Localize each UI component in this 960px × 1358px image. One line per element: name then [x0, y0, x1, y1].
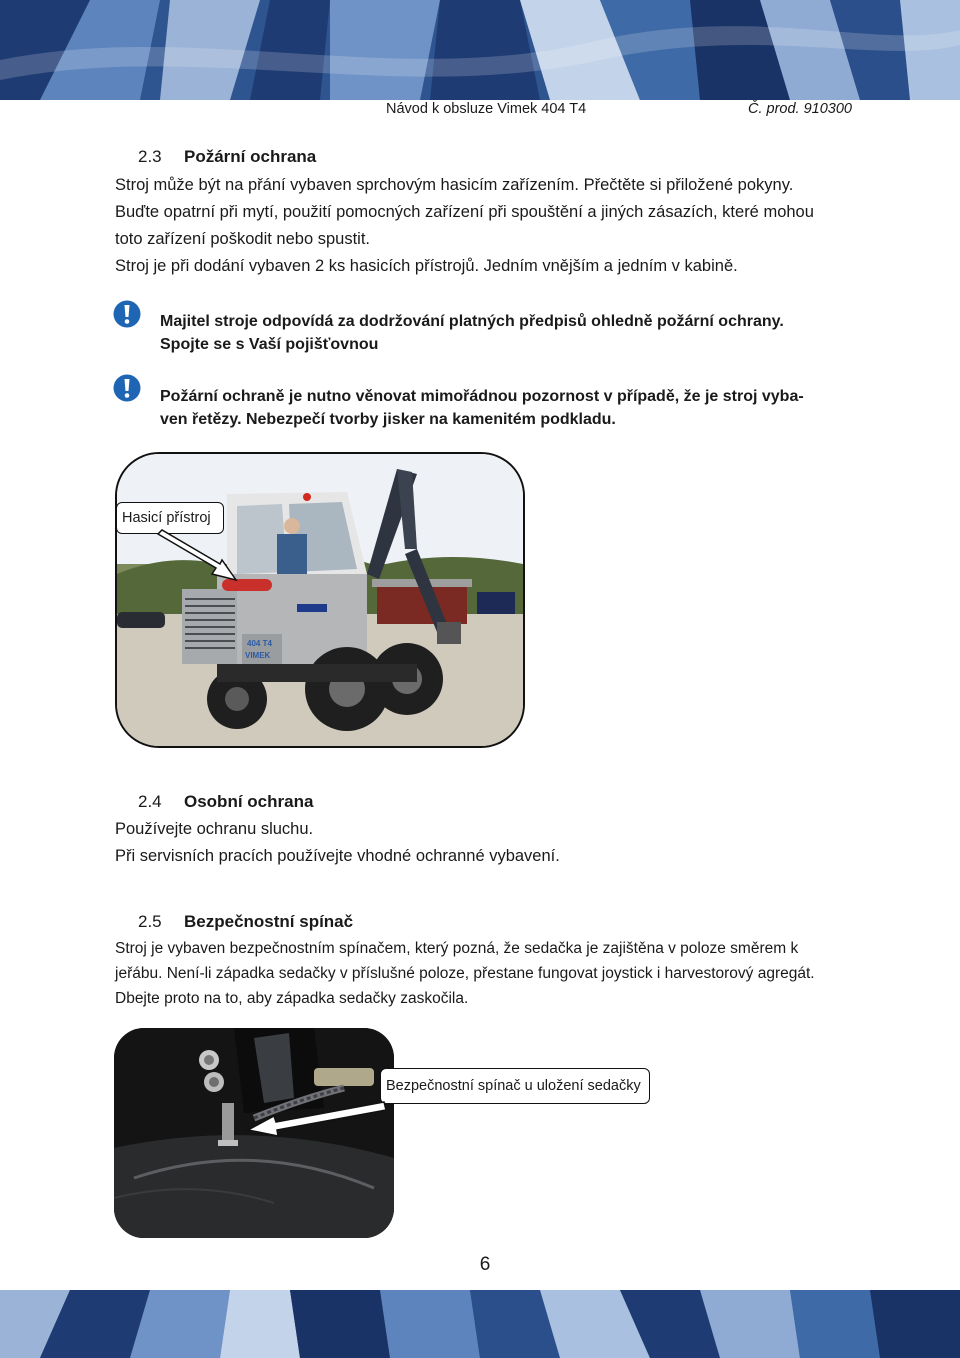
product-number: Č. prod. 910300	[748, 101, 852, 117]
callout-arrow-icon	[150, 530, 240, 585]
section-number: 2.3	[138, 147, 162, 166]
section-title: Osobní ochrana	[184, 792, 314, 811]
section-heading-2-5	[138, 912, 353, 932]
warning-line: Spojte se s Vaší pojišťovnou	[160, 336, 379, 353]
page-header	[386, 101, 856, 121]
page-number: 6	[479, 1254, 491, 1275]
warning-line: Majitel stroje odpovídá za dodržování platných předpisů ohledně požární ochrany.	[160, 313, 784, 330]
section-title: Požární ochrana	[184, 147, 317, 166]
warning-text	[160, 385, 850, 431]
top-banner	[0, 0, 960, 100]
forwarder-illustration	[117, 454, 523, 746]
section-2-3-line: Stroj může být na přání vybaven sprchovým hasicím zařízením. Přečtěte si přiložené pokyny.	[115, 176, 794, 194]
bottom-banner-graphic	[0, 1290, 960, 1358]
machine-label: 404 T4	[247, 639, 272, 648]
section-2-4-line: Při servisních pracích používejte vhodné ochranné vybavení.	[115, 847, 560, 865]
bottom-banner	[0, 1290, 960, 1358]
section-2-3-line: toto zařízení poškodit nebo spustit.	[115, 230, 370, 248]
section-2-5-line: jeřábu. Není-li západka sedačky v příslušné poloze, přestane fungovat joystick i harvestorový agregát.	[115, 965, 815, 982]
section-2-5-line: Stroj je vybaven bezpečnostním spínačem, který pozná, že sedačka je zajištěna v poloze směrem k	[115, 940, 799, 957]
exclamation-icon	[113, 300, 141, 328]
section-2-4-line: Používejte ochranu sluchu.	[115, 820, 314, 838]
section-number: 2.5	[138, 912, 162, 931]
machine-brand: VIMEK	[245, 651, 271, 660]
warning-text	[160, 310, 850, 356]
document-title: Návod k obsluze Vimek 404 T4	[386, 101, 587, 117]
section-title: Bezpečnostní spínač	[184, 912, 354, 931]
warning-line: ven řetězy. Nebezpečí tvorby jisker na kamenitém podkladu.	[160, 411, 616, 428]
warning-line: Požární ochraně je nutno věnovat mimořádnou pozornost v případě, že je stroj vyba-	[160, 388, 804, 405]
safety-switch-callout	[380, 1068, 650, 1104]
exclamation-icon	[113, 374, 141, 402]
section-heading-2-3	[138, 147, 316, 167]
callout-arrow-icon	[238, 1100, 388, 1140]
section-heading-2-4	[138, 792, 313, 812]
top-banner-graphic	[0, 0, 960, 100]
callout-label: Hasicí přístroj	[122, 510, 211, 526]
section-2-3-line: Stroj je při dodání vybaven 2 ks hasicích přístrojů. Jedním vnějším a jedním v kabině.	[115, 257, 738, 275]
section-2-3-line: Buďte opatrní při mytí, použití pomocných zařízení při spouštění a jiných zásazích, které mohou	[115, 203, 814, 221]
section-number: 2.4	[138, 792, 162, 811]
section-2-5-line: Dbejte proto na to, aby západka sedačky zaskočila.	[115, 990, 469, 1007]
forwarder-photo	[115, 452, 525, 748]
callout-label: Bezpečnostní spínač u uložení sedačky	[386, 1078, 641, 1094]
